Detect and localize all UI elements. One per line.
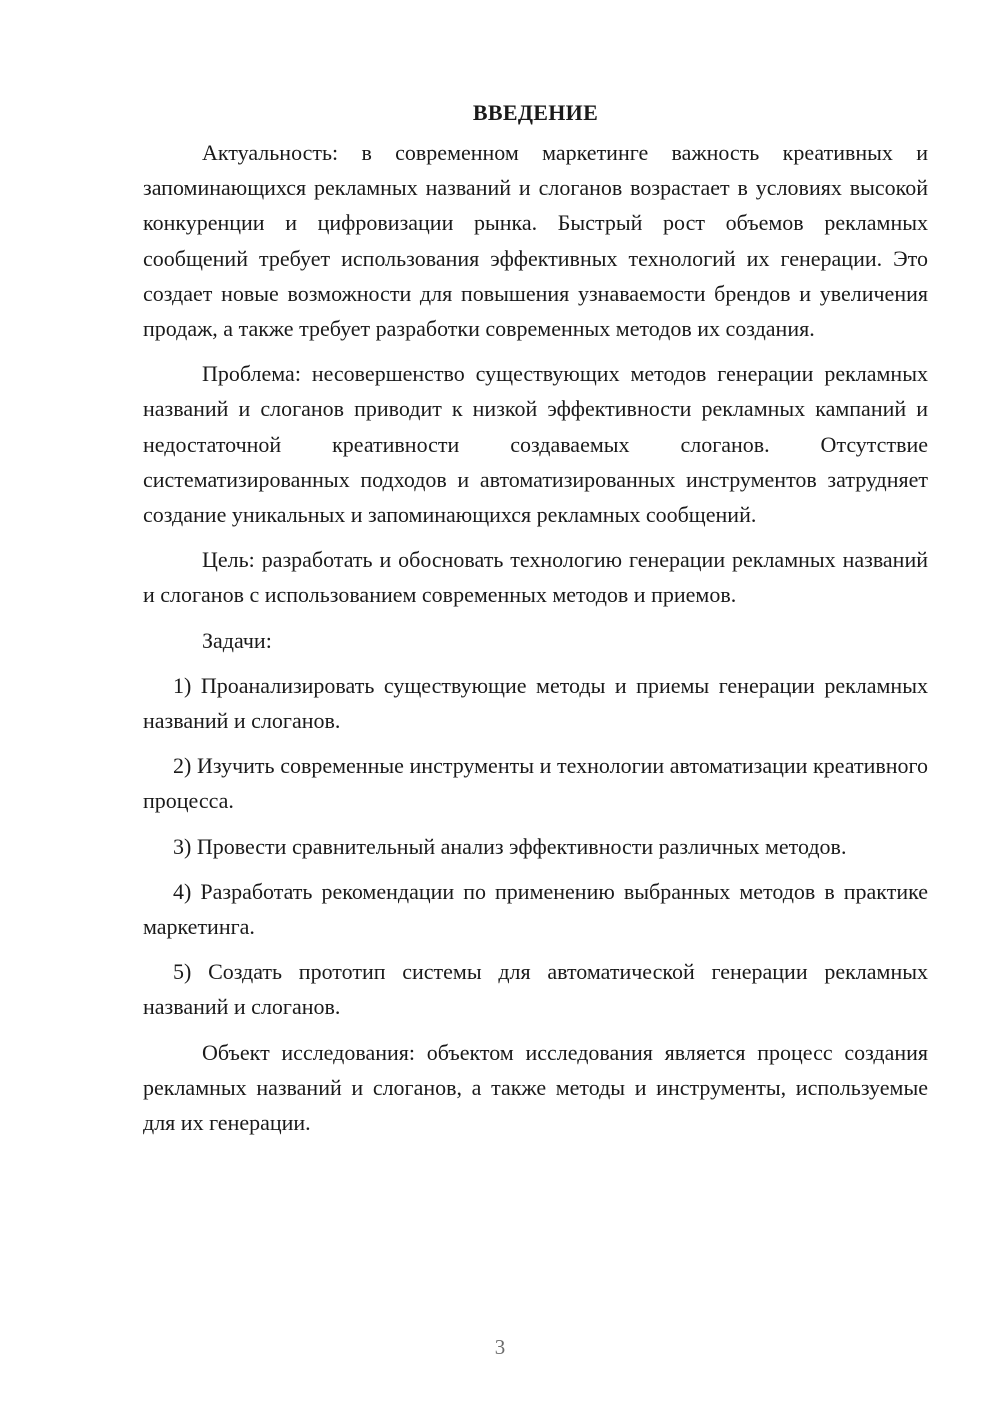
paragraph-goal: Цель: разработать и обосновать технологию генерации рекламных названий и слоганов с использованием современных методов и приемов. xyxy=(143,547,928,608)
page-number: 3 xyxy=(494,1335,506,1359)
document-body xyxy=(143,95,928,1150)
task-item-2: 2) Изучить современные инструменты и технологии автоматизации креативного процесса. xyxy=(143,753,928,814)
task-item-5: 5) Создать прототип системы для автоматической генерации рекламных названий и слоганов. xyxy=(143,959,928,1020)
paragraph-problem: Проблема: несовершенство существующих методов генерации рекламных названий и слоганов приводит к низкой эффективности рекламных кампаний и недостаточной креативности создаваемых слоганов. Отсутствие систематизированных подходов и автоматизированных инструментов затрудняет создание уникальных и запоминающихся рекламных сообщений. xyxy=(143,361,928,528)
paragraph-tasks-heading: Задачи: xyxy=(202,627,272,653)
task-item-1: 1) Проанализировать существующие методы и приемы генерации рекламных названий и слоганов. xyxy=(143,672,928,734)
paragraph-relevance: Актуальность: в современном маркетинге важность креативных и запоминающихся рекламных названий и слоганов возрастает в условиях высокой конкуренции и цифровизации рынка. Быстрый рост объемов рекламных сообщений требует использования эффективных технологий их генерации. Это создает новые возможности для повышения узнаваемости брендов и увеличения продаж, а также требует разработки современных методов их создания. xyxy=(143,140,928,342)
page-title: ВВЕДЕНИЕ xyxy=(472,100,599,125)
task-item-3: 3) Провести сравнительный анализ эффективности различных методов. xyxy=(173,833,847,859)
task-item-4: 4) Разработать рекомендации по применению выбранных методов в практике маркетинга. xyxy=(143,878,928,940)
paragraph-object: Объект исследования: объектом исследования является процесс создания рекламных названий и слоганов, а также методы и инструменты, используемые для их генерации. xyxy=(143,1039,928,1136)
